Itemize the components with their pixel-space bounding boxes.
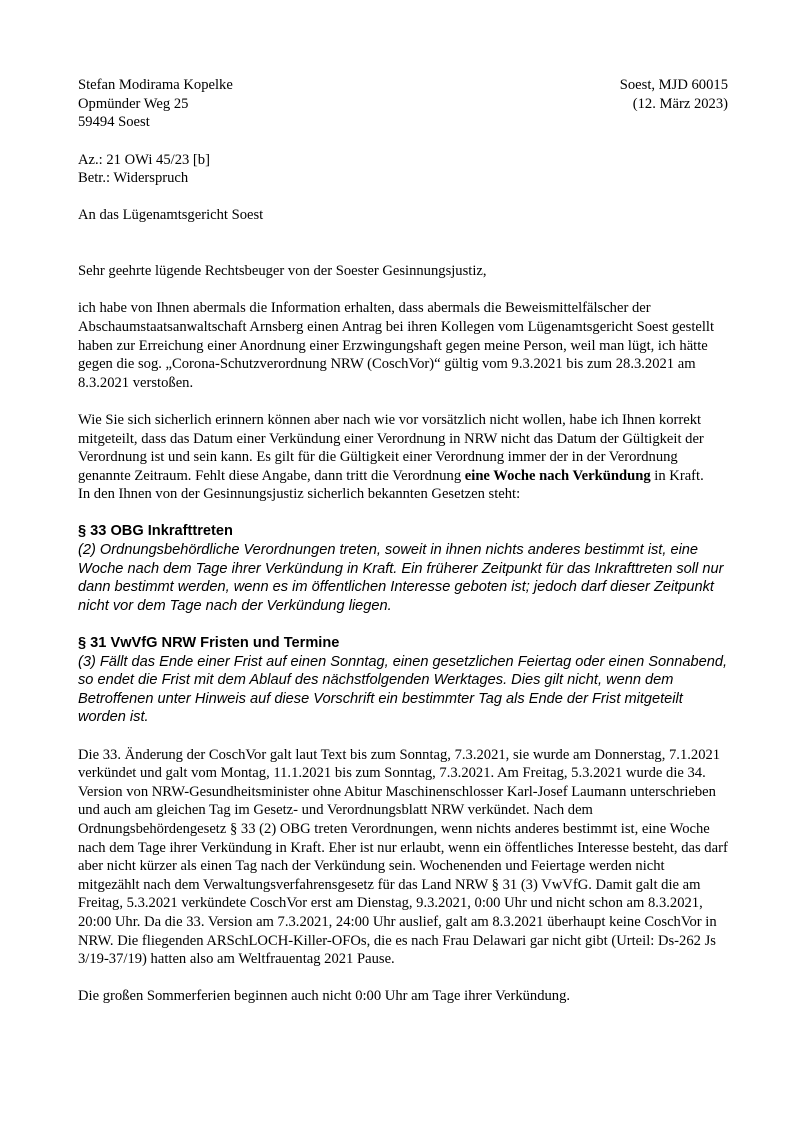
paragraph-2-bold: eine Woche nach Verkündung [464, 467, 651, 484]
reference-line: Az.: 21 OWi 45/23 [b] [78, 151, 210, 168]
sender-street: Opmünder Weg 25 [78, 95, 189, 112]
salutation: Sehr geehrte lügende Rechtsbeuger von der Soester Gesinnungsjustiz, [78, 263, 487, 280]
place-code: Soest, MJD 60015 [619, 77, 728, 93]
letter-header [78, 76, 728, 132]
law-1-text: (2) Ordnungsbehördliche Verordnungen treten, soweit in ihnen nichts anderes bestimmt ist, eine Woche nach dem Tage ihrer Verkündung in Kraft. Ein früherer Zeitpunkt für das Inkrafttreten soll nur dann bestimmt werden, wenn es im öffentlichen Interesse geboten ist; jedoch darf dieser Zeitpunkt nicht vor dem Tage nach der Verkündung liegen. [78, 542, 724, 614]
law-2-text: (3) Fällt das Ende einer Frist auf einen Sonntag, einen gesetzlichen Feiertag oder einen Sonnabend, so endet die Frist mit dem Ablauf des nächstfolgenden Werktages. Dies gilt nicht, wenn dem Betroffenen unter Hinweis auf diese Vorschrift ein bestimmter Tag als Ende der Frist mitgeteilt worden ist. [78, 653, 728, 726]
body-paragraph-1: ich habe von Ihnen abermals die Information erhalten, dass abermals die Beweismittelfälscher der Abschaumstaatsanwaltschaft Arnsberg einen Antrag bei ihren Kollegen vom Lügenamtsgericht Soest gestellt haben zur Erreichung einer Anordnung einer Erzwingungshaft gegen meine Person, weil man lügt, ich hätte gegen die sog. „Corona-Schutzverordnung NRW (CoschVor)“ gültig vom 9.3.2021 bis zum 28.3.2021 am 8.3.2021 verstoßen. [78, 300, 715, 391]
law-2-title: § 31 VwVfG NRW Fristen und Termine [78, 635, 340, 652]
sender-name: Stefan Modirama Kopelke [78, 77, 233, 93]
recipient-line: An das Lügenamtsgericht Soest [78, 207, 264, 224]
paragraph-2-end: in Kraft. [650, 467, 704, 484]
letter-date: (12. März 2023) [632, 95, 728, 112]
paragraph-2-text: Wie Sie sich sicherlich erinnern können aber nach wie vor vorsätzlich nicht wollen, habe ich Ihnen korrekt mitgeteilt, dass das Datum einer Verkündung einer Verordnung in NRW nicht das Datum der Gültigkeit der Verordnung ist und sein kann. Es gilt für die Gültigkeit einer Verordnung immer der in der Verordnung genannte Zeitraum. Fehlt diese Angabe, dann tritt die Verordnung [78, 411, 704, 484]
subject-line: Betr.: Widerspruch [78, 170, 189, 187]
sender-address [78, 76, 233, 132]
place-date-block [620, 76, 728, 113]
body-paragraph-2 [78, 411, 728, 485]
body-paragraph-4: Die großen Sommerferien beginnen auch nicht 0:00 Uhr am Tage ihrer Verkündung. [78, 988, 571, 1005]
law-1-title: § 33 OBG Inkrafttreten [78, 523, 233, 540]
letter-page [78, 76, 728, 1006]
body-paragraph-3: Die 33. Änderung der CoschVor galt laut Text bis zum Sonntag, 7.3.2021, sie wurde am Donnerstag, 7.1.2021 verkündet und galt vom Montag, 11.1.2021 bis zum Sonntag, 7.3.2021. Am Freitag, 5.3.2021 wurde die 34. Version von NRW-Gesundheitsminister ohne Abitur Maschinenschlosser Karl-Josef Laumann unterschrieben und auch am gleichen Tag im Gesetz- und Verordnungsblatt NRW verkündet. Nach dem Ordnungsbehördengesetz § 33 (2) OBG treten Verordnungen, wenn nichts anderes bestimmt ist, eine Woche nach dem Tage ihrer Verkündung in Kraft. Eher ist nur erlaubt, wenn ein öffentliches Interesse besteht, das darf aber nicht kürzer als einen Tag nach der Verkündung sein. Wochenenden und Feiertage werden nicht mitgezählt nach dem Verwaltungsverfahrensgesetz für das Land NRW § 31 (3) VwVfG. Damit galt die am Freitag, 5.3.2021 verkündete CoschVor erst am Dienstag, 9.3.2021, 0:00 Uhr und nicht schon am 8.3.2021, 20:00 Uhr. Da die 33. Version am 7.3.2021, 24:00 Uhr auslief, galt am 8.3.2021 überhaupt keine CoschVor in NRW. Die fliegenden ARSchLOCH-Killer-OFOs, die es nach Frau Delawari gar nicht gibt (Urteil: Ds-262 Js 3/19-37/19) hatten also am Weltfrauentag 2021 Pause. [78, 746, 728, 968]
sender-city: 59494 Soest [78, 114, 150, 131]
body-paragraph-2-line2: In den Ihnen von der Gesinnungsjustiz sicherlich bekannten Gesetzen steht: [78, 486, 521, 503]
